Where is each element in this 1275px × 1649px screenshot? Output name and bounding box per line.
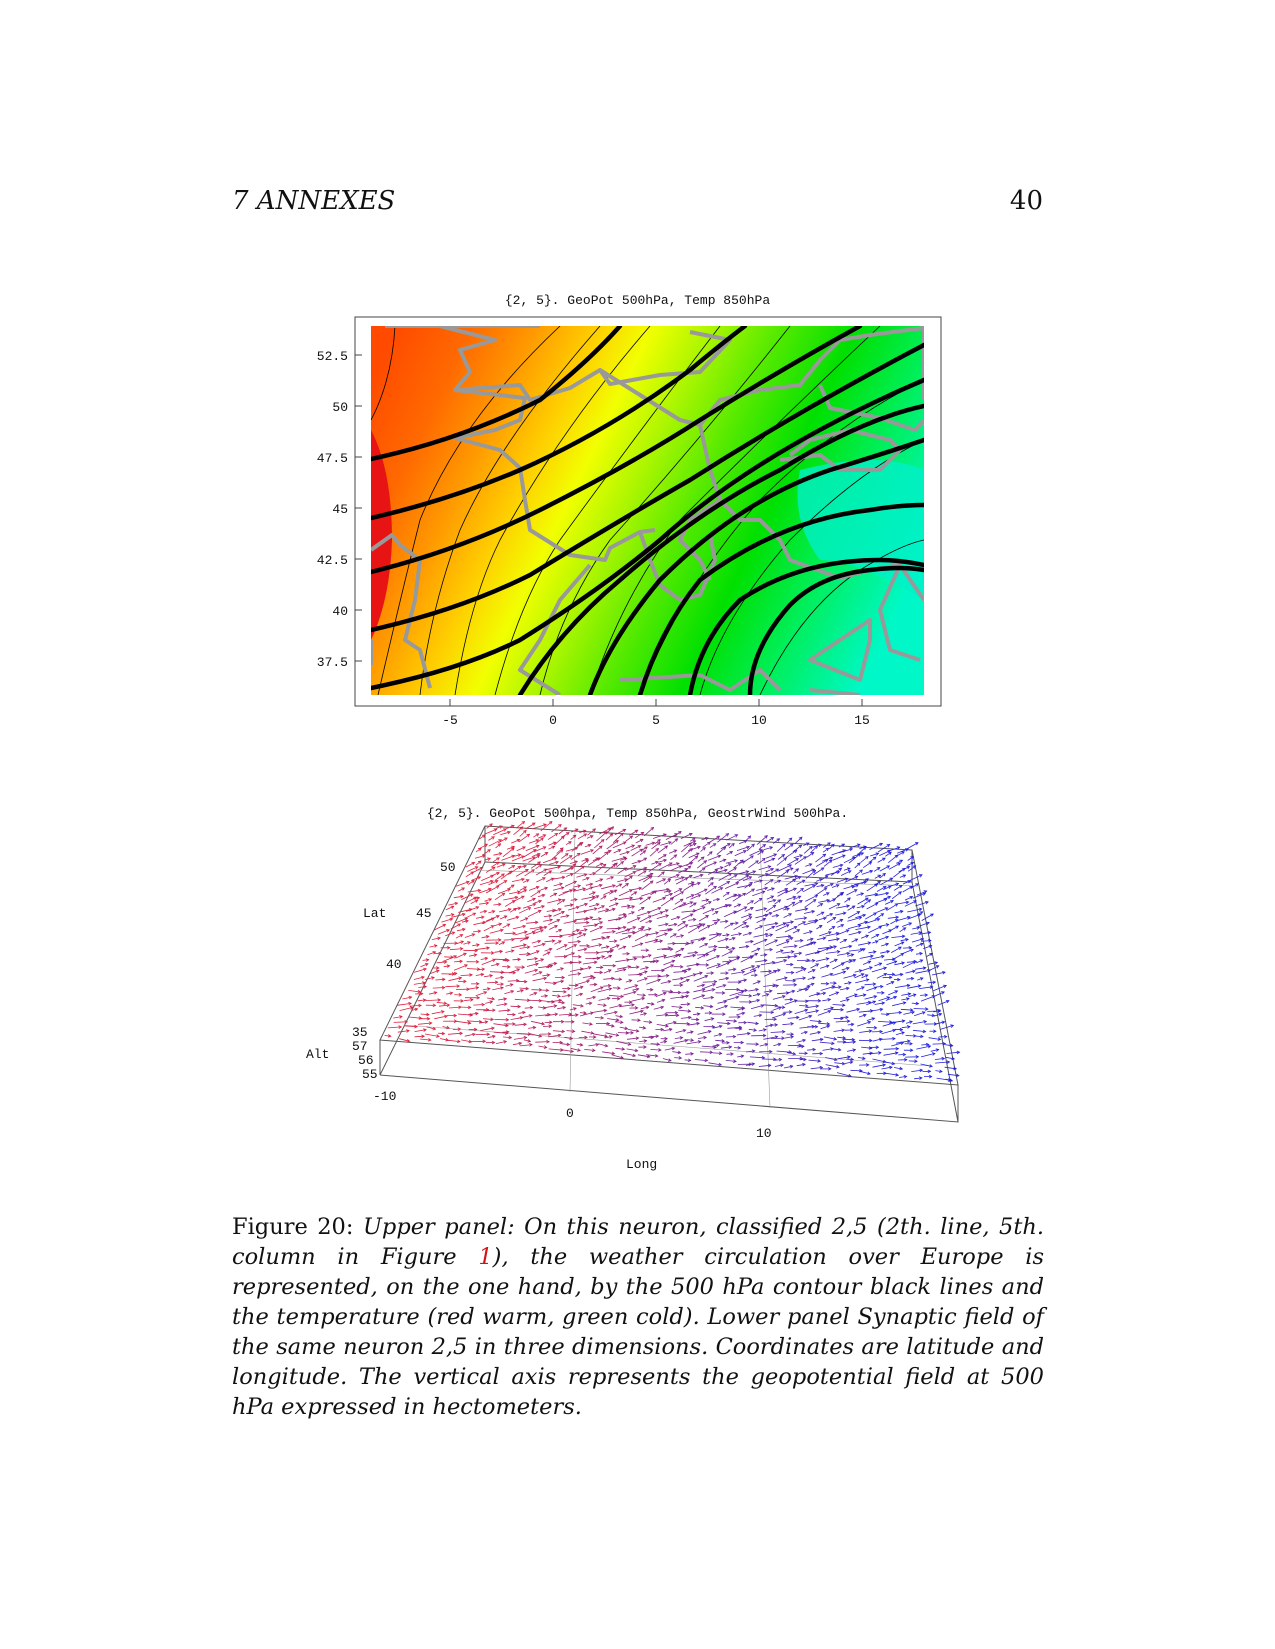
- wind-vector: [633, 929, 643, 934]
- wind-vector: [596, 864, 606, 872]
- wind-vector: [516, 869, 528, 876]
- wind-vector: [829, 904, 840, 909]
- wind-vector: [705, 886, 716, 894]
- wind-vector: [490, 972, 504, 973]
- wind-vector: [658, 846, 667, 853]
- wind-vector: [766, 905, 776, 912]
- wind-vector: [565, 881, 576, 886]
- upper-figure-title: {2, 5}. GeoPot 500hPa, Temp 850hPa: [504, 293, 771, 308]
- y-tick-label: 37.5: [316, 655, 348, 670]
- wind-vector: [646, 980, 660, 985]
- wind-vector: [754, 898, 762, 904]
- wind-vector: [644, 827, 653, 836]
- caption-text: Upper panel: On this neuron, classified 2,5 (2th. line, 5th. column in Figure: [232, 1214, 1045, 1270]
- wind-vector: [515, 999, 530, 1000]
- wind-vector: [520, 830, 526, 836]
- wind-vector: [572, 843, 582, 851]
- running-head: 7 ANNEXES: [232, 186, 396, 216]
- wind-vector: [700, 1052, 712, 1053]
- y-tick-label: 47.5: [316, 451, 348, 466]
- wind-vector: [765, 940, 777, 946]
- wind-vector: [833, 855, 845, 860]
- wind-vector: [722, 951, 733, 956]
- wind-vector: [511, 1006, 521, 1007]
- wind-vector: [833, 892, 844, 900]
- wind-vector: [662, 965, 674, 970]
- wind-vector: [553, 991, 567, 992]
- wind-vector: [699, 916, 708, 922]
- wind-vector: [552, 850, 563, 860]
- figure-reference-link[interactable]: 1: [478, 1244, 493, 1270]
- wind-vector: [625, 836, 632, 842]
- wind-vector: [504, 940, 514, 941]
- y-tick-label: 42.5: [316, 553, 348, 568]
- wind-vector: [933, 1044, 946, 1045]
- wind-vector: [661, 898, 673, 906]
- wind-vector: [777, 844, 785, 851]
- wind-vector: [725, 894, 736, 899]
- wind-vector: [594, 840, 604, 848]
- wind-vector: [531, 891, 541, 897]
- lower-figure-title: {2, 5}. GeoPot 500hpa, Temp 850hPa, GeostrWind 500hPa.: [426, 806, 849, 821]
- wind-vector: [683, 884, 693, 890]
- wind-vector: [891, 947, 901, 952]
- long-tick-label: -10: [373, 1089, 397, 1104]
- caption-label: Figure 20:: [232, 1214, 354, 1240]
- wind-vector: [724, 911, 736, 917]
- wind-vector: [681, 914, 692, 920]
- wind-vector: [799, 942, 813, 947]
- wind-vector: [703, 982, 717, 983]
- alt-tick-label: 56: [358, 1053, 374, 1068]
- wind-vector: [906, 1036, 916, 1037]
- wind-vector: [694, 976, 708, 982]
- figure-caption: [232, 1212, 1044, 1422]
- wind-vector: [483, 1010, 495, 1011]
- alt-axis-label: Alt: [306, 1047, 330, 1062]
- wind-vector: [552, 825, 562, 832]
- wind-vector: [846, 890, 857, 895]
- wind-vector: [884, 1049, 899, 1050]
- wind-vector: [787, 859, 798, 866]
- wind-vector: [831, 868, 841, 875]
- wind-vector: [726, 1037, 736, 1038]
- wind-vector: [771, 1032, 785, 1033]
- wind-vector: [717, 834, 728, 843]
- wind-vector: [593, 846, 602, 854]
- wind-vector: [481, 876, 493, 881]
- wind-vector: [914, 1009, 928, 1010]
- wind-vector: [744, 970, 756, 975]
- y-tick-label: 45: [332, 502, 348, 517]
- wind-vector: [410, 1005, 421, 1006]
- wind-vector: [524, 850, 536, 857]
- wind-vector: [619, 890, 632, 896]
- wind-vector: [778, 865, 791, 871]
- wind-vector: [868, 926, 881, 933]
- wind-vector: [459, 1007, 471, 1008]
- lat-tick-label: 35: [352, 1025, 368, 1040]
- wind-vector: [889, 863, 900, 869]
- page-number: 40: [1009, 186, 1043, 216]
- wind-vector: [705, 862, 717, 867]
- wind-vector: [543, 858, 557, 863]
- wind-vector: [495, 893, 505, 900]
- wind-vector: [635, 934, 648, 941]
- wind-vector: [671, 839, 678, 845]
- wind-vector: [526, 823, 535, 829]
- wind-vector: [785, 927, 797, 932]
- wind-vector: [892, 954, 903, 960]
- wind-vector: [505, 901, 515, 907]
- wind-vector: [850, 1070, 862, 1071]
- wind-vector: [575, 866, 585, 873]
- wind-vector: [473, 1005, 484, 1006]
- wind-vector: [519, 908, 531, 914]
- wind-vector: [753, 939, 766, 945]
- wind-vector: [632, 849, 643, 856]
- wind-vector: [855, 870, 862, 876]
- wind-vector: [750, 1057, 765, 1058]
- wind-vector: [454, 965, 467, 970]
- wind-vector: [495, 874, 504, 880]
- wind-vector: [686, 856, 697, 866]
- wind-vector: [725, 883, 738, 889]
- x-tick-label: -5: [442, 713, 458, 728]
- x-tick-label: 5: [652, 713, 660, 728]
- lat-tick-label: 45: [416, 906, 432, 921]
- wind-vector: [872, 968, 886, 972]
- wind-vector: [776, 941, 789, 946]
- wind-vector: [588, 858, 600, 865]
- wind-vector: [795, 837, 802, 844]
- wind-vector: [888, 855, 898, 863]
- wind-vector: [832, 963, 844, 969]
- y-tick-label: 40: [332, 604, 348, 619]
- wind-vector: [903, 886, 913, 892]
- lat-tick-label: 40: [386, 957, 402, 972]
- wind-vector: [571, 853, 580, 859]
- wind-vector: [735, 851, 746, 856]
- wind-vector: [642, 881, 653, 890]
- wind-vector: [795, 857, 806, 865]
- wind-vector: [548, 833, 558, 839]
- wind-vector: [448, 1033, 462, 1034]
- alt-tick-label: 55: [362, 1067, 378, 1082]
- wind-vector: [785, 844, 793, 850]
- wind-vector: [575, 922, 589, 923]
- wind-vector: [832, 850, 846, 855]
- wind-vector: [425, 1000, 440, 1001]
- geostrophic-wind-vectors: [385, 822, 960, 1082]
- wind-vector: [878, 1021, 892, 1022]
- wind-vector: [673, 971, 686, 972]
- wind-vector: [495, 959, 508, 960]
- wind-vector: [640, 916, 651, 922]
- wind-vector: [535, 1042, 549, 1043]
- wind-vector: [865, 913, 876, 919]
- wind-vector: [743, 917, 752, 923]
- wind-vector: [830, 1009, 843, 1010]
- wind-vector: [528, 910, 541, 916]
- wind-vector: [836, 1021, 850, 1022]
- wind-vector: [456, 882, 469, 887]
- wind-vector: [599, 852, 609, 860]
- long-tick-label: 10: [756, 1126, 772, 1141]
- wind-vector: [867, 884, 878, 891]
- wind-vector: [559, 890, 573, 896]
- wind-vector: [816, 860, 828, 867]
- wind-vector: [867, 903, 878, 909]
- wind-vector: [863, 862, 871, 868]
- wind-vector: [905, 843, 918, 850]
- wind-vector: [676, 878, 688, 884]
- wind-vector: [703, 909, 714, 914]
- wind-vector: [879, 851, 890, 856]
- wind-vector: [797, 960, 809, 961]
- wind-vector: [526, 846, 539, 851]
- lat-tick-label: 50: [440, 860, 456, 875]
- wind-vector: [650, 849, 658, 857]
- wind-vector: [673, 903, 686, 910]
- wind-vector: [849, 854, 861, 864]
- x-tick-label: 15: [854, 713, 870, 728]
- wind-vector: [786, 850, 797, 857]
- wind-vector: [744, 856, 753, 862]
- wind-vector: [718, 882, 730, 888]
- wind-vector: [695, 889, 707, 895]
- wind-vector: [688, 926, 700, 933]
- wind-vector: [734, 907, 747, 914]
- wind-vector: [921, 996, 935, 1001]
- wind-vector: [922, 914, 934, 921]
- wind-vector: [433, 988, 445, 989]
- wind-vector: [888, 926, 898, 932]
- wind-vector: [627, 918, 640, 924]
- wind-vector: [482, 850, 490, 856]
- wind-vector: [606, 834, 613, 841]
- long-tick-label: 0: [566, 1106, 574, 1121]
- wind-vector: [555, 836, 565, 845]
- wind-vector: [776, 925, 789, 931]
- wind-vector: [763, 1005, 777, 1006]
- caption-text-continued: ), the weather circulation over Europe is represented, on the one hand, by the 500 hPa contour black lines and the temperature (red warm, green cold). Lower panel Synaptic field of the same neuron 2,5 in three dimensions. Coordinates are latitude and longitude. The vertical axis represents the geopotential field at 500 hPa expressed in hectometers.: [232, 1244, 1045, 1420]
- wind-vector: [771, 1038, 784, 1039]
- x-tick-label: 0: [549, 713, 557, 728]
- wind-vector: [647, 976, 660, 977]
- wind-vector: [749, 861, 759, 868]
- lat-axis-label: Lat: [363, 906, 387, 921]
- wind-vector: [482, 959, 496, 964]
- wind-vector: [706, 956, 719, 961]
- wind-vector: [590, 927, 602, 932]
- y-tick-label: 52.5: [316, 349, 348, 364]
- wind-vector: [394, 1022, 408, 1023]
- wind-vector: [605, 864, 616, 873]
- wind-vector: [793, 845, 802, 852]
- wind-vector: [777, 871, 789, 879]
- wind-vector: [778, 891, 788, 897]
- wind-vector: [508, 866, 520, 874]
- wind-vector: [560, 856, 572, 864]
- wind-vector: [607, 841, 619, 850]
- wind-vector: [445, 986, 459, 987]
- wind-vector: [786, 879, 796, 885]
- wind-vector: [692, 907, 705, 912]
- wind-vector: [892, 892, 901, 899]
- long-axis-label: Long: [626, 1157, 658, 1172]
- wind-vector: [678, 925, 688, 931]
- y-tick-label: 50: [332, 400, 348, 415]
- alt-tick-label: 57: [352, 1039, 368, 1054]
- wind-vector: [504, 933, 515, 934]
- wind-vector: [580, 860, 589, 867]
- wind-vector: [861, 857, 868, 863]
- wind-vector: [482, 918, 494, 924]
- wind-vector: [670, 866, 681, 871]
- wind-vector: [887, 904, 898, 911]
- wind-vector: [757, 836, 767, 845]
- x-tick-label: 10: [751, 713, 767, 728]
- wind-vector: [665, 1015, 678, 1016]
- wind-vector: [816, 888, 827, 895]
- wind-vector: [628, 975, 642, 976]
- wind-vector: [815, 948, 829, 954]
